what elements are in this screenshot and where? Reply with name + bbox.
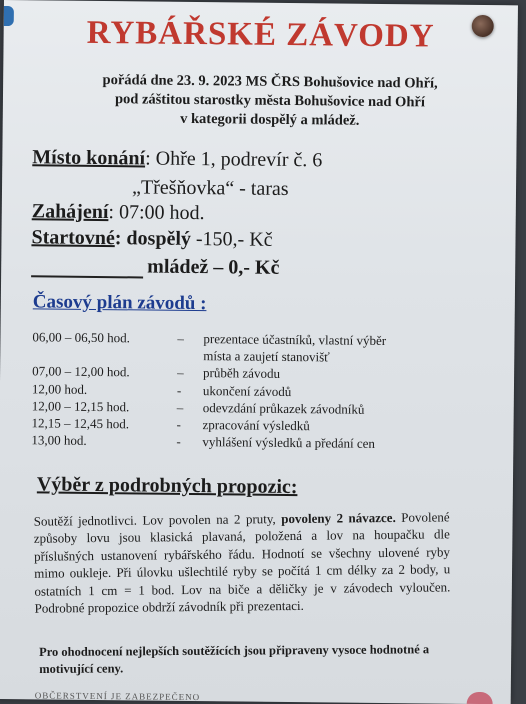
schedule-heading: Časový plán závodů : [32, 291, 207, 315]
schedule-row [31, 432, 432, 453]
schedule-time: 13,00 hod. [31, 432, 87, 449]
fee-youth-value: – 0,- Kč [208, 256, 280, 279]
propositions-text-a: Soutěží jednotlivci. Lov povolen na 2 pruty, [33, 511, 282, 529]
schedule-time: 07,00 – 12,00 hod. [32, 363, 130, 380]
schedule-time: 12,15 – 12,45 hod. [31, 415, 130, 432]
schedule-dash: – [176, 399, 184, 415]
venue-label: Místo konání [32, 146, 146, 170]
fee-youth-label: mládež [147, 255, 209, 279]
propositions-heading: Výběr z podrobných propozic: [36, 473, 298, 499]
start-label: Zahájení [31, 200, 109, 224]
schedule-activity: zpracování výsledků [202, 417, 310, 434]
schedule-time: 06,00 – 06,50 hod. [32, 329, 131, 346]
underline-divider [31, 255, 143, 278]
patronage-line: pod záštitou starostky města Bohušovice nad Ohří [114, 91, 425, 111]
fee-label: Startovné [31, 226, 115, 250]
schedule-dash: - [176, 434, 181, 450]
propositions-text [34, 508, 451, 617]
schedule-activity: prezentace účastníků, vlastní výběr [203, 331, 387, 349]
schedule-dash: – [177, 365, 184, 381]
schedule-time: 12,00 – 12,15 hod. [31, 398, 130, 415]
refreshments-note: OBČERSTVENÍ JE ZABEZPEČENO [34, 690, 201, 703]
organizer-line: pořádá dne 23. 9. 2023 MS ČRS Bohušovice nad Ohří, [102, 72, 438, 92]
fee-adult-value: -150,- Kč [190, 227, 273, 251]
fee-adult-label: : dospělý [114, 227, 192, 250]
pushpin-icon [467, 692, 493, 704]
fee-row [31, 226, 272, 252]
category-line: v kategorii dospělý a mládež. [180, 110, 360, 129]
propositions-text-b: Povolené způsoby lovu jsou klasická plavaná, položená a lov na houpačku dle příslušných ustanovení rybářského řádu. Hodnotí se všechny ulovené ryby mimo oukleje. Při úlovku ušlechtilé ryby se počítá 1 cm délky za 2 body, u ostatních 1 cm = 1 bod. Lov na biče a děličky je v závodech vyloučen. Podrobné propozice obdrží závodník při prezentaci. [33, 509, 451, 616]
prizes-note: Pro ohodnocení nejlepších soutěžících jsou připraveny vysoce hodnotné a motivující ceny. [38, 642, 430, 676]
schedule-activity: odevzdání průkazek závodníků [202, 399, 365, 417]
start-row [32, 200, 205, 225]
venue-row [32, 146, 322, 172]
venue-value: : Ohře 1, podrevír č. 6 [145, 147, 323, 172]
schedule-activity: průběh závodu [203, 365, 281, 382]
propositions-text-bold: povoleny 2 návazce. [281, 509, 396, 527]
venue-name: „Třešňovka“ - taras [131, 176, 289, 200]
schedule-dash: - [176, 416, 181, 432]
schedule-dash: - [176, 382, 182, 398]
schedule-table [31, 328, 433, 453]
poster-title: RYBÁŘSKÉ ZÁVODY [86, 14, 435, 55]
schedule-dash: – [177, 330, 185, 346]
fee-youth-row [31, 254, 279, 280]
schedule-time: 12,00 hod. [31, 380, 88, 397]
organizer-info [43, 70, 498, 132]
schedule-activity-cont: místa a zaujetí stanovišť [203, 348, 330, 365]
start-value: : 07:00 hod. [108, 201, 205, 225]
schedule-activity: vyhlášení výsledků a předání cen [202, 434, 376, 452]
schedule-activity: ukončení závodů [202, 382, 292, 399]
